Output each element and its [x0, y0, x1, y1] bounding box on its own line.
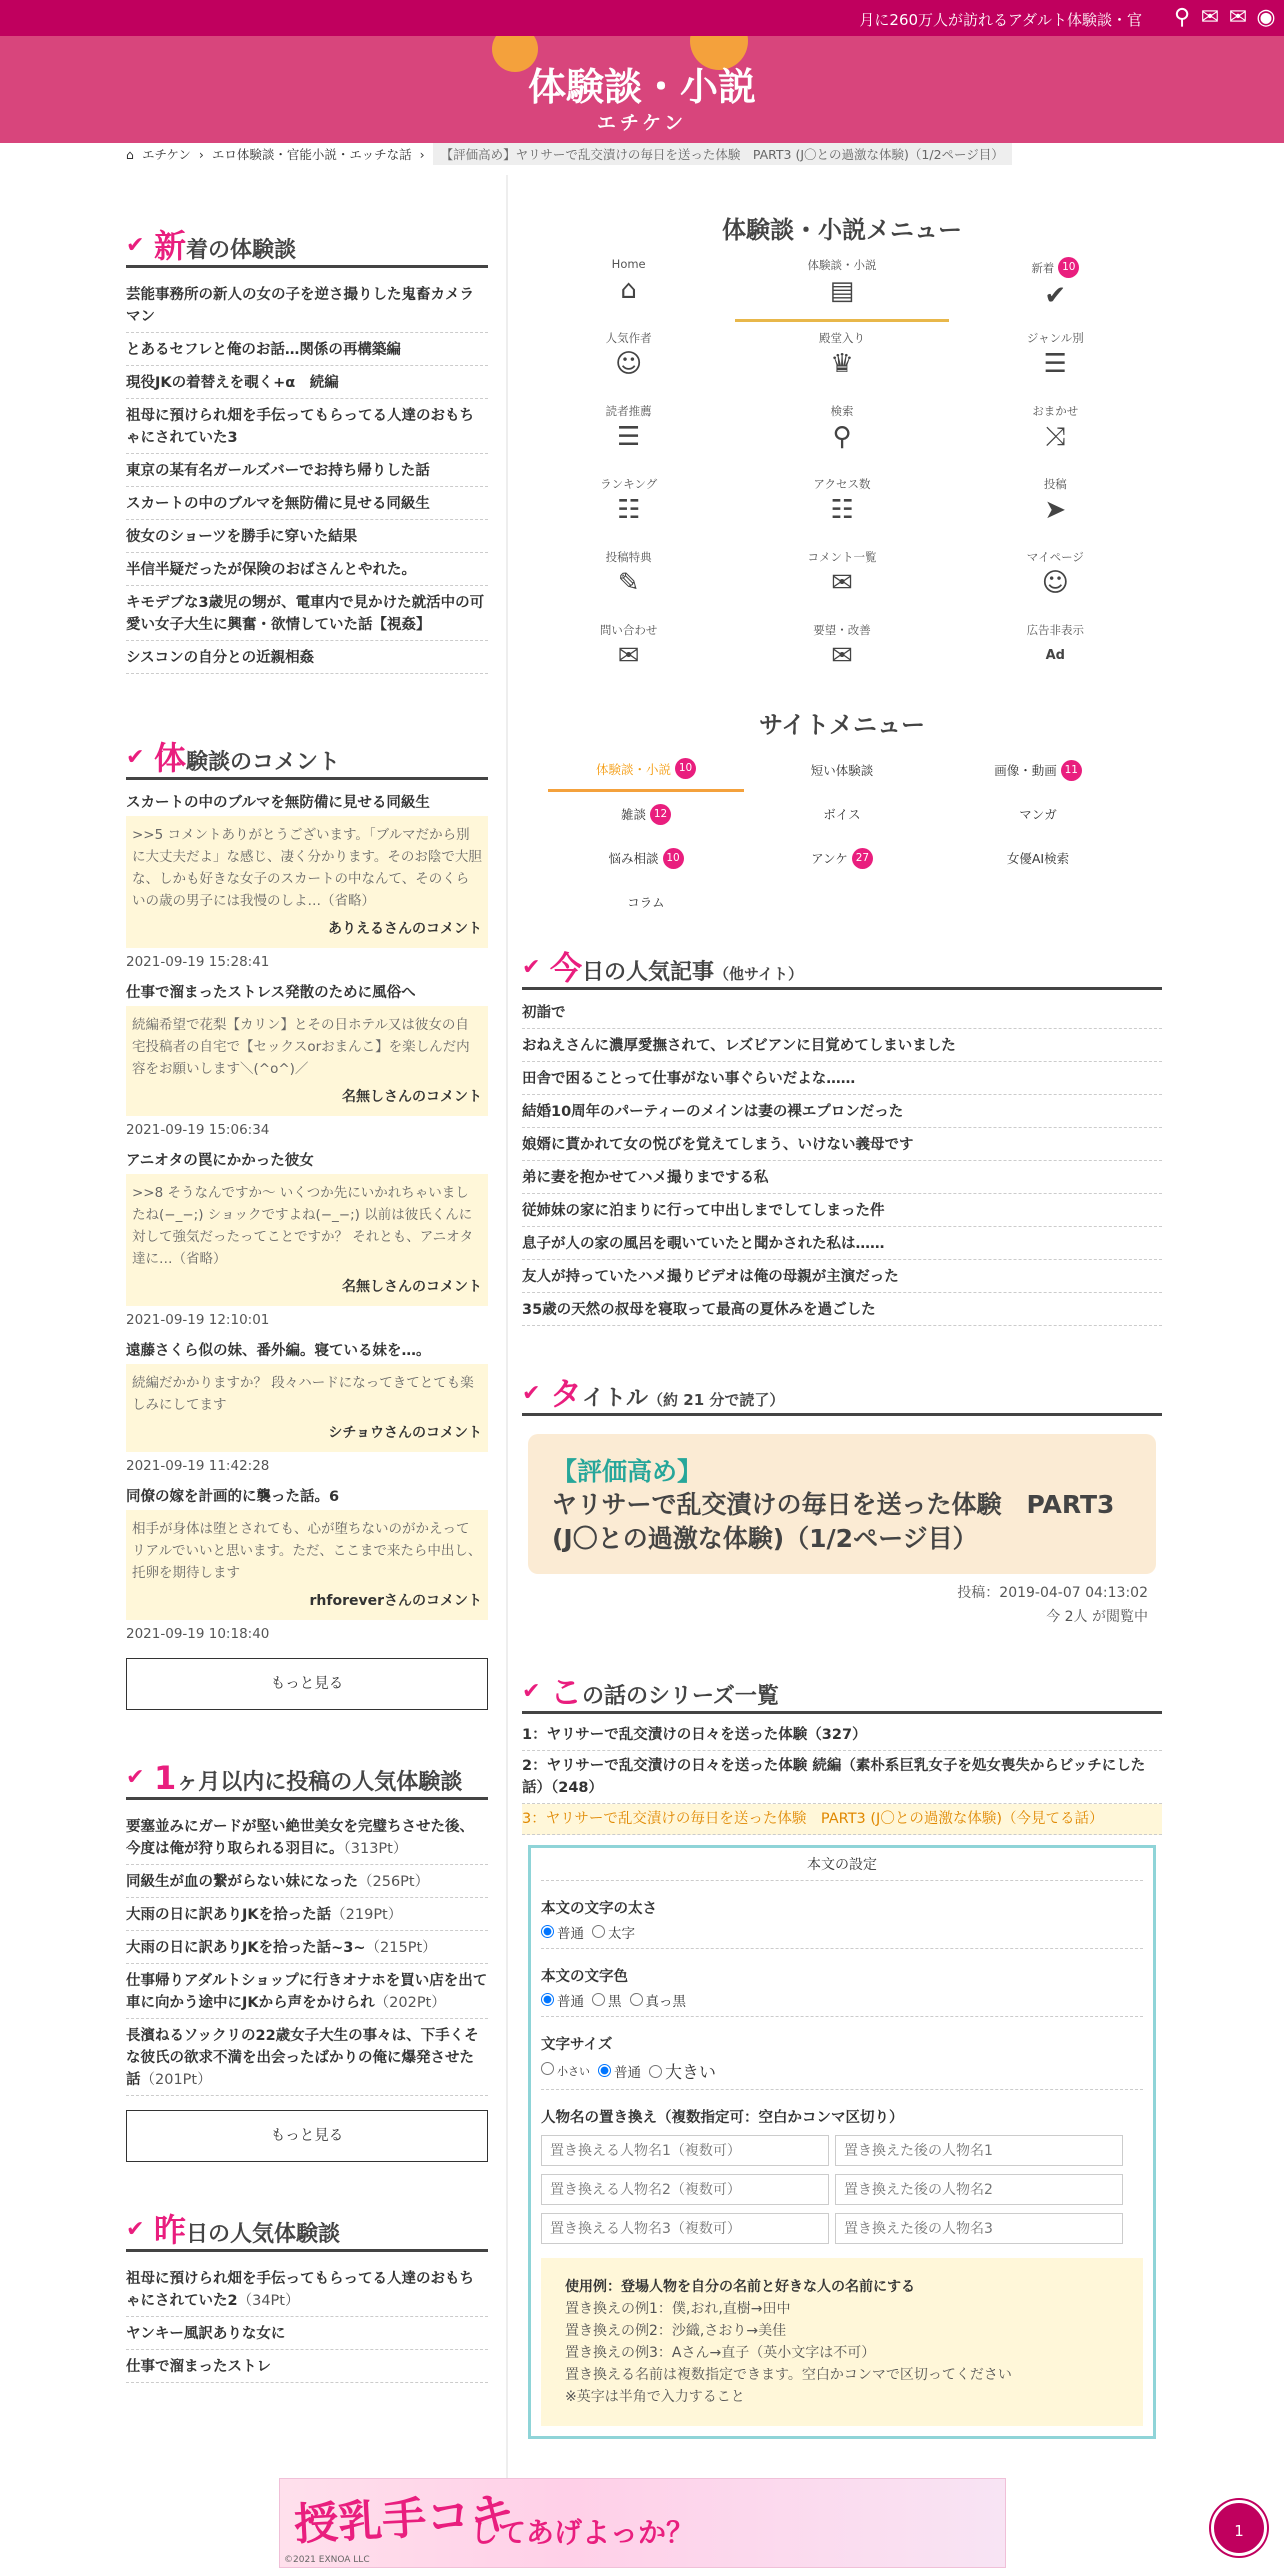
font-size-options — [541, 2058, 1143, 2090]
count-badge: 10 — [1058, 257, 1079, 278]
menu-item-document[interactable] — [735, 249, 948, 322]
envelope-icon: ✉ — [617, 641, 640, 671]
series-item[interactable]: 2：ヤリサーで乱交漬けの日々を送った体験 続編（素朴系巨乳女子を処女喪失からビッチにした話）（248） — [522, 1751, 1162, 1804]
site-menu-item[interactable]: 画像・動画 11 — [940, 748, 1136, 792]
menu-item-ranking[interactable] — [522, 468, 735, 541]
count-badge: 12 — [650, 804, 671, 825]
chevron-right-icon: › — [198, 146, 204, 162]
menu-item-label: 人気作者 — [605, 331, 652, 345]
menu-item-label: 殿堂入り — [818, 331, 865, 345]
menu-item-label: おまかせ — [1032, 404, 1079, 418]
size-small-radio[interactable]: 小さい — [541, 2062, 590, 2079]
comment-body[interactable]: 続編だかかりますか？ 段々ハードになってきてとても楽しみにしてます シチョウさんのコメント — [126, 1364, 488, 1452]
list-item[interactable]: 弟に妻を抱かせてハメ撮りまでする私 — [522, 1161, 1162, 1194]
left-sidebar — [126, 200, 488, 2383]
breadcrumb-current: 【評価高め】ヤリサーで乱交漬けの毎日を送った体験 PART3 (J〇との過激な体験)（1/2ページ目） — [433, 143, 1012, 165]
example-line: 置き換えの例1：僕,おれ,直樹→田中 — [565, 2301, 791, 2317]
chat-bubble-button[interactable]: 1 — [1211, 2500, 1267, 2556]
check-icon: ✔ — [522, 955, 541, 980]
series-item[interactable]: 3：ヤリサーで乱交漬けの毎日を送った体験 PART3 (J〇との過激な体験)（今見てる話） — [522, 1804, 1162, 1835]
list-item[interactable] — [126, 2350, 488, 2383]
comments-heading: ✔ 体験談のコメント — [126, 736, 488, 780]
example-line: 置き換えの例3：Aさん→直子（英小文字は不可） — [565, 2345, 876, 2361]
list-item[interactable]: 結婚10周年のパーティーのメインは妻の裸エプロンだった — [522, 1095, 1162, 1128]
weight-normal-radio[interactable]: 普通 — [541, 1922, 584, 1942]
example-line: 置き換えの例2：沙織,さおり→美佳 — [565, 2323, 787, 2339]
menu-item-ad[interactable] — [949, 614, 1162, 687]
comment-item — [126, 1486, 488, 1642]
list-icon: ☰ — [617, 422, 641, 452]
weight-options — [541, 1922, 1143, 1949]
menu-item-send[interactable] — [949, 468, 1162, 541]
check-icon: ✔ — [126, 1765, 145, 1790]
menu-item-label: 新着 10 — [1031, 257, 1079, 278]
check-icon: ✔ — [126, 2217, 145, 2242]
list-item[interactable]: 従姉妹の家に泊まりに行って中出しまでしてしまった件 — [522, 1194, 1162, 1227]
weight-bold-radio[interactable]: 太字 — [592, 1922, 635, 1942]
menu-item-search[interactable] — [735, 395, 948, 468]
menu-item-user-edit[interactable] — [522, 541, 735, 614]
check-icon: ✔ — [522, 1679, 541, 1704]
points-label: （202Pt） — [374, 1995, 446, 2011]
menu-item-label: 読者推薦 — [605, 404, 652, 418]
yesterday-popular-list — [126, 2262, 488, 2383]
menu-item-label: 投稿特典 — [605, 550, 652, 564]
list-item[interactable]: シスコンの自分との近親相姦 — [126, 641, 488, 674]
color-pureblack-radio[interactable]: 真っ黒 — [630, 1990, 687, 2010]
replace-row — [541, 2174, 1143, 2205]
series-heading: ✔ この話のシリーズ一覧 — [522, 1670, 1162, 1714]
comment-story-link[interactable]: 同僚の嫁を計画的に襲った話。6 — [126, 1489, 340, 1505]
list-item[interactable]: 友人が持っていたハメ撮りビデオは俺の母親が主演だった — [522, 1260, 1162, 1293]
check-icon: ✔ — [1044, 281, 1067, 311]
list-item-title: 大雨の日に訳ありJKを拾った話~3~ — [126, 1940, 366, 1956]
popular-today-list — [522, 996, 1162, 1326]
list-item[interactable] — [126, 2317, 488, 2350]
ad-subline: してあげよっか？ — [470, 2516, 695, 2549]
menu-item-label: 問い合わせ — [599, 623, 658, 637]
menu-item-label: アクセス数 — [813, 477, 871, 491]
chevron-right-icon: › — [419, 146, 425, 162]
list-item[interactable]: スカートの中のブルマを無防備に見せる同級生 — [126, 487, 488, 520]
ad-headline: 授乳手コキ — [293, 2488, 516, 2551]
count-badge: 10 — [663, 848, 684, 869]
menu-item-label: 検索 — [830, 404, 854, 418]
site-menu-item[interactable]: 短い体験談 — [810, 763, 874, 778]
replace-from-input[interactable] — [541, 2174, 829, 2205]
comment-body[interactable]: >>8 そうなんですか〜 いくつか先にいかれちゃいましたね(−_−;) ショックですよね(−_−;) 以前は彼氏くんに対して強気だったってことですか？ それとも、アニオタ達に…（省略） 名無しさんのコメント — [126, 1174, 488, 1306]
comments-icon: ✉ — [831, 568, 853, 598]
replace-to-input[interactable] — [835, 2213, 1123, 2244]
menu-item-home[interactable] — [522, 249, 735, 322]
title-tag: 【評価高め】 — [552, 1457, 703, 1486]
menu-item-label: 要望・改善 — [813, 623, 871, 637]
series-item[interactable]: 1：ヤリサーで乱交漬けの日々を送った体験（327） — [522, 1720, 1162, 1751]
comments-list — [126, 792, 488, 1642]
comment-item — [126, 982, 488, 1138]
replace-from-input[interactable] — [541, 2213, 829, 2244]
list-item[interactable] — [126, 2262, 488, 2317]
comment-story-link[interactable]: 仕事で溜まったストレス発散のために風俗へ — [126, 985, 416, 1001]
shuffle-icon: ⤨ — [1044, 422, 1066, 452]
color-options — [541, 1990, 1143, 2017]
title-heading: ✔ タイトル（約 21 分で読了） — [522, 1372, 1162, 1416]
site-tagline: 月に260万人が訪れるアダルト体験談・官 — [859, 11, 1142, 29]
search-icon[interactable]: ⚲ — [1173, 5, 1191, 30]
list-item[interactable]: 初詣で — [522, 996, 1162, 1029]
size-large-radio[interactable]: 大きい — [649, 2058, 716, 2083]
document-icon: ▤ — [829, 276, 855, 306]
user-edit-icon: ✎ — [617, 568, 640, 598]
viewer-count: 今 2人 が閲覧中 — [1046, 1609, 1148, 1625]
comment-item — [126, 792, 488, 970]
menu-item-label: 広告非表示 — [1026, 623, 1085, 637]
menu-item-list[interactable] — [522, 395, 735, 468]
list-item[interactable]: 35歳の天然の叔母を寝取って最高の夏休みを過ごした — [522, 1293, 1162, 1326]
list-item[interactable]: 娘婿に貰かれて女の悦びを覚えてしまう、いけない義母です — [522, 1128, 1162, 1161]
comment-date: 2021-09-19 15:06:34 — [126, 1122, 270, 1138]
usage-example — [541, 2258, 1143, 2426]
example-heading: 使用例：登場人物を自分の名前と好きな人の名前にする — [565, 2279, 915, 2295]
breadcrumb — [126, 143, 1012, 165]
list-item[interactable]: とあるセフレと俺のお話…関係の再構築編 — [126, 333, 488, 366]
comment-body[interactable]: 続編希望で花梨【カリン】とその日ホテル又は彼女の自宅投稿者の自宅で【セックスorおまんこ】を楽しんだ内容をお願いします＼(^o^)／ 名無しさんのコメント — [126, 1006, 488, 1116]
settings-title: 本文の設定 — [541, 1848, 1143, 1881]
menu-item-user[interactable] — [522, 322, 735, 395]
list-item[interactable]: 現役JKの着替えを覗く+α 続編 — [126, 366, 488, 399]
replace-to-input[interactable] — [835, 2174, 1123, 2205]
comment-date: 2021-09-19 11:42:28 — [126, 1458, 270, 1474]
more-comments-button[interactable]: もっと見る — [126, 1658, 488, 1710]
ad-banner[interactable] — [279, 2478, 1006, 2568]
comment-author: シチョウさんのコメント — [328, 1425, 482, 1441]
replace-row — [541, 2213, 1143, 2244]
list-item[interactable]: 芸能事務所の新人の女の子を逆さ撮りした鬼畜カメラマン — [126, 278, 488, 333]
yesterday-popular-heading: ✔ 昨日の人気体験談 — [126, 2208, 488, 2252]
menu-item-label: コメント一覧 — [807, 550, 877, 564]
check-icon: ✔ — [522, 1381, 541, 1406]
points-label: （34Pt） — [237, 2293, 300, 2309]
post-date: 投稿：2019-04-07 04:13:02 — [957, 1585, 1148, 1601]
search-icon: ⚲ — [832, 422, 852, 452]
comment-body[interactable]: >>5 コメントありがとうございます。「ブルマだから別に大丈夫だよ」な感じ、凄く分かります。そのお陰で大胆な、しかも好きな女子のスカートの中なんて、そのくらいの歳の男子には我慢のしよ…（省略） ありえるさんのコメント — [126, 816, 488, 948]
column-divider — [506, 175, 508, 2565]
top-bar — [0, 0, 1284, 36]
size-normal-radio[interactable]: 普通 — [598, 2061, 641, 2081]
site-header — [0, 36, 1284, 143]
ad-icon: Ad — [1045, 648, 1065, 663]
replace-inputs — [541, 2135, 1143, 2244]
replace-to-input[interactable] — [835, 2135, 1123, 2166]
check-icon: ✔ — [126, 233, 145, 258]
comments-icon: ✉ — [831, 641, 853, 671]
envelope-icon[interactable]: ✉ — [1228, 5, 1248, 30]
site-menu-item[interactable]: アンケ 27 — [744, 836, 940, 880]
replace-label: 人物名の置き換え（複数指定可：空白かコンマ区切り） — [541, 2110, 904, 2126]
points-label: （201Pt） — [140, 2072, 212, 2088]
list-item[interactable] — [126, 1931, 488, 1964]
text-settings-panel — [528, 1845, 1156, 2439]
list-item[interactable]: 祖母に預けられ畑を手伝ってもらってる人達のおもちゃにされていた3 — [126, 399, 488, 454]
comment-date: 2021-09-19 12:10:01 — [126, 1312, 270, 1328]
menu-item-comments[interactable] — [735, 541, 948, 614]
home-icon: ⌂ — [126, 146, 134, 162]
new-stories-heading: ✔ 新着の体験談 — [126, 224, 488, 268]
menu-item-shuffle[interactable] — [949, 395, 1162, 468]
series-list — [522, 1720, 1162, 1835]
menu-item-label: マイページ — [1026, 550, 1084, 564]
menu-item-list[interactable] — [949, 322, 1162, 395]
site-menu-item[interactable]: コラム — [627, 895, 665, 910]
list-item[interactable]: 半信半疑だったが保険のおばさんとやれた。 — [126, 553, 488, 586]
user-icon: ☺ — [615, 349, 643, 379]
list-item[interactable]: 息子が人の家の風呂を覗いていたと聞かされた私は…… — [522, 1227, 1162, 1260]
logo-subtitle: エチケン — [596, 112, 688, 134]
crown-icon: ♛ — [830, 349, 854, 379]
list-item-title: 祖母に預けられ畑を手伝ってもらってる人達のおもちゃにされていた2 — [126, 2271, 474, 2309]
menu-item-envelope[interactable] — [522, 614, 735, 687]
story-menu-title: 体験談・小説メニュー — [722, 216, 962, 244]
site-menu-item[interactable]: マンガ — [1019, 807, 1057, 822]
breadcrumb-home[interactable]: エチケン — [141, 147, 191, 162]
home-icon: ⌂ — [620, 275, 637, 305]
breadcrumb-category[interactable]: エロ体験談・官能小説・エッチな話 — [211, 147, 412, 162]
example-line: 置き換える名前は複数指定できます。空白かコンマで区切ってください — [565, 2367, 1012, 2383]
popular-today-heading: ✔ 今日の人気記事（他サイト） — [522, 946, 1162, 990]
menu-item-label: ジャンル別 — [1026, 331, 1084, 345]
count-badge: 10 — [675, 758, 696, 779]
list-item-title: 長濱ねるソックリの22歳女子大生の事々は、下手くそな彼氏の欲求不満を出会ったばかりの俺に爆発させた話 — [126, 2028, 479, 2088]
menu-item-crown[interactable] — [735, 322, 948, 395]
points-label: （313Pt） — [343, 1841, 408, 1857]
access-icon: ☷ — [830, 495, 854, 525]
monthly-popular-list — [126, 1810, 488, 2096]
menu-item-label: 投稿 — [1043, 477, 1067, 491]
logo-title: 体験談・小説 — [527, 64, 756, 109]
list-item-title: 仕事帰りアダルトショップに行きオナホを買い店を出て車に向かう途中にJKから声をかけられ — [126, 1973, 488, 2011]
replace-row — [541, 2135, 1143, 2166]
site-menu-item[interactable]: 体験談・小説 10 — [548, 748, 744, 792]
menu-item-label: 体験談・小説 — [807, 258, 877, 272]
ad-copyright: ©2021 EXNOA LLC — [284, 2555, 370, 2565]
points-label: （256Pt） — [358, 1874, 430, 1890]
comment-body[interactable]: 相手が身体は堕とされても、心が堕ちないのがかえってリアルでいいと思います。ただ、ここまで来たら中出し、托卵を期待します rhforeverさんのコメント — [126, 1510, 488, 1620]
rss-icon[interactable]: ◉ — [1256, 5, 1276, 30]
check-icon: ✔ — [126, 745, 145, 770]
list-item-title: 要塞並みにガードが堅い絶世美女を完璧ちさせた後、今度は俺が狩り取られる羽目に。 — [126, 1819, 474, 1857]
font-size-label: 文字サイズ — [541, 2037, 613, 2053]
list-item[interactable]: 彼女のショーツを勝手に穿いた結果 — [126, 520, 488, 553]
list-item[interactable] — [126, 1810, 488, 1865]
points-label: （219Pt） — [331, 1907, 403, 1923]
count-badge: 11 — [1061, 760, 1082, 781]
more-popular-button[interactable]: もっと見る — [126, 2110, 488, 2162]
new-stories-list — [126, 278, 488, 674]
comment-author: 名無しさんのコメント — [342, 1279, 482, 1295]
main-content — [522, 200, 1162, 2439]
menu-item-label: ランキング — [600, 477, 658, 491]
list-item[interactable]: キモデブな3歳児の甥が、電車内で見かけた就活中の可愛い女子大生に興奮・欲情していた話【視姦】 — [126, 586, 488, 641]
site-menu-grid — [548, 748, 1136, 924]
site-menu-item[interactable]: ボイス — [823, 807, 861, 822]
list-item[interactable]: おねえさんに濃厚愛撫されて、レズビアンに目覚めてしまいました — [522, 1029, 1162, 1062]
menu-item-comments[interactable] — [735, 614, 948, 687]
points-label: （215Pt） — [365, 1940, 437, 1956]
menu-item-check[interactable] — [949, 249, 1162, 322]
comment-story-link[interactable]: 遠藤さくら似の妹、番外編。寝ている妹を…。 — [126, 1343, 431, 1359]
weight-label: 本文の文字の太さ — [541, 1901, 657, 1917]
ranking-icon: ☷ — [617, 495, 641, 525]
list-item[interactable] — [126, 1898, 488, 1931]
list-item-title: ヤンキー風訳ありな女に — [126, 2326, 286, 2342]
list-item-title: 同級生が血の繋がらない妹になった — [126, 1874, 358, 1890]
color-black-radio[interactable]: 黒 — [592, 1990, 622, 2010]
monthly-popular-heading: ✔ 1ヶ月以内に投稿の人気体験談 — [126, 1756, 488, 1800]
menu-item-user[interactable] — [949, 541, 1162, 614]
article-title: ヤリサーで乱交漬けの毎日を送った体験 PART3 (J〇との過激な体験)（1/2ページ目） — [552, 1490, 1115, 1553]
send-icon: ➤ — [1044, 495, 1067, 525]
list-item[interactable] — [126, 1964, 488, 2019]
comment-author: ありえるさんのコメント — [328, 921, 482, 937]
list-item[interactable]: 東京の某有名ガールズバーでお持ち帰りした話 — [126, 454, 488, 487]
color-normal-radio[interactable]: 普通 — [541, 1990, 584, 2010]
list-item-title: 仕事で溜まったストレ — [126, 2359, 271, 2375]
comment-date: 2021-09-19 10:18:40 — [126, 1626, 270, 1642]
comment-item — [126, 1340, 488, 1474]
list-item[interactable]: 田舎で困ることって仕事がない事ぐらいだよな…… — [522, 1062, 1162, 1095]
comment-story-link[interactable]: アニオタの罠にかかった彼女 — [126, 1153, 314, 1169]
menu-item-access[interactable] — [735, 468, 948, 541]
user-icon: ☺ — [1041, 568, 1069, 598]
comment-story-link[interactable]: スカートの中のブルマを無防備に見せる同級生 — [126, 795, 430, 811]
list-item[interactable] — [126, 1865, 488, 1898]
list-item[interactable] — [126, 2019, 488, 2096]
example-line: ※英字は半角で入力すること — [565, 2389, 745, 2405]
list-icon: ☰ — [1043, 349, 1067, 379]
mail-icon[interactable]: ✉ — [1200, 5, 1220, 30]
site-menu-item[interactable]: 悩み相談 10 — [548, 836, 744, 880]
site-menu-title: サイトメニュー — [758, 711, 926, 739]
comment-item — [126, 1150, 488, 1328]
comment-author: rhforeverさんのコメント — [309, 1593, 482, 1609]
count-badge: 27 — [852, 848, 873, 869]
color-label: 本文の文字色 — [541, 1969, 628, 1985]
site-menu-item[interactable]: 雑談 12 — [548, 792, 744, 836]
site-menu-item[interactable]: 女優AI検索 — [1006, 851, 1070, 866]
story-menu-grid — [522, 249, 1162, 687]
menu-item-label: Home — [611, 257, 646, 271]
replace-from-input[interactable] — [541, 2135, 829, 2166]
comment-author: 名無しさんのコメント — [342, 1089, 482, 1105]
list-item-title: 大雨の日に訳ありJKを拾った話 — [126, 1907, 332, 1923]
comment-date: 2021-09-19 15:28:41 — [126, 954, 270, 970]
article-title-box — [528, 1434, 1156, 1574]
